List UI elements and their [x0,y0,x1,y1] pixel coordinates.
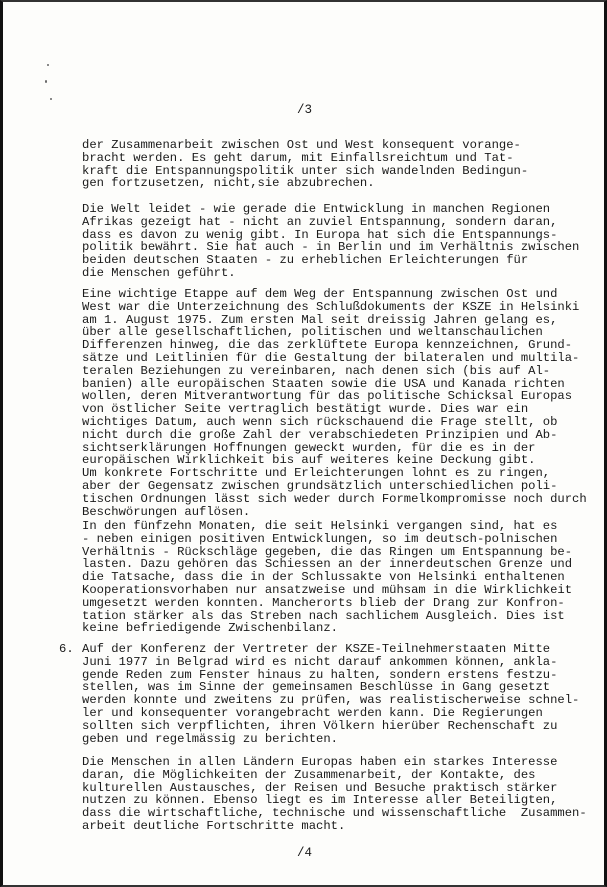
text-line: Die Welt leidet - wie gerade die Entwicklung in manchen Regionen [82,202,551,216]
text-line: arbeit deutliche Fortschritte macht. [82,818,346,833]
text-line: banien) alle europäischen Staaten sowie die USA und Kanada richten [82,376,565,391]
text-line: kraft die Entspannungspolitik unter sich wandelnden Bedingun- [82,163,529,178]
text-line: am 1. August 1975. Zum ersten Mal seit dreissig Jahren gelang es, [82,312,558,327]
text-line: werden konnte und zweitens zu prüfen, was realistischerweise schnel- [82,693,580,708]
text-line: gen fortzusetzen, nicht,sie abzubrechen. [82,176,375,191]
text-line: tation stärker als das Streben nach sachlichem Ausgleich. Dies ist [82,608,565,623]
text-line: tischen Ordnungen lässt sich weder durch Formelkompromisse noch durch [82,491,587,506]
text-line: lasten. Dazu gehören das Schiessen an der innerdeutschen Grenze und [82,557,573,572]
text-line: nicht durch die große Zahl der verabschiedeten Prinzipien und Ab- [82,427,558,442]
text-line: dass die wirtschaftliche, technische und wissenschaftliche Zusammen- [82,806,587,821]
text-line: West war die Unterzeichnung des Schlußdokuments der KSZE in Helsinki [82,299,580,314]
page-marker-top: /3 [297,103,313,117]
text-line: keine befriedigende Zwischenbilanz. [82,621,338,636]
text-line: gende Reden zum Fenster hinaus zu halten, sondern erstens festzu- [82,667,558,682]
text-line: kulturellen Austausches, der Reisen und Besuche praktisch stärker [82,780,558,795]
text-line: Verhältnis - Rückschläge gegeben, die das Ringen um Entspannung be- [82,544,573,559]
text-line: daran, die Möglichkeiten der Zusammenarbeit, der Kontakte, des [82,767,536,782]
text-line: sichtserklärungen Hoffnungen geweckt wurden, für die es in der [82,440,536,455]
text-line: - neben einigen positiven Entwicklungen, so im deutsch-polnischen [82,531,558,546]
paragraph [82,755,587,833]
text-line: Auf der Konferenz der Vertreter der KSZE-Teilnehmerstaaten Mitte [82,642,551,656]
text-line: Differenzen hinweg, die das zerklüftete Europa kennzeichnen, Grund- [82,338,573,353]
text-line: aber der Gegensatz zwischen grundsätzlich unterschiedlichen poli- [82,478,558,493]
paragraph [82,139,582,190]
text-line: beiden deutschen Staaten - zu erheblichen Erleichterungen für [82,253,529,268]
paragraph [82,520,582,635]
text-line: Kooperationsvorhaben nur ansatzweise und mühsam in die Wirklichkeit [82,582,573,597]
text-line: wichtiges Datum, auch wenn sich rückschauend die Frage stellt, ob [82,414,558,429]
text-line: bracht werden. Es geht darum, mit Einfallsreichtum und Tat- [82,150,514,165]
text-line: dass es davon zu wenig gibt. In Europa hat sich die Entspannungs- [82,227,558,242]
text-line: sätze und Leitlinien für die Gestaltung der bilateralen und multila- [82,350,580,365]
text-line: die Menschen geführt. [82,265,236,280]
text-line: europäischen Wirklichkeit bis auf weiteres keine Deckung gibt. [82,453,536,468]
text-line: In den fünfzehn Monaten, die seit Helsinki vergangen sind, hat es [82,519,558,533]
text-line: nutzen zu können. Ebenso liegt es im Interesse aller Beteiligten, [82,793,558,808]
text-line: umgesetzt werden konnten. Mancherorts blieb der Drang zur Konfron- [82,595,565,610]
text-line: stellen, was im Sinne der gemeinsamen Beschlüsse in Gang gesetzt [82,680,551,695]
paragraph [82,643,582,745]
text-line: geben und regelmässig zu berichten. [82,731,338,746]
page-marker-bottom: /4 [297,846,313,860]
text-line: die Tatsache, dass die in der Schlussakte von Helsinki enthaltenen [82,570,565,585]
text-line: Eine wichtige Etappe auf dem Weg der Entspannung zwischen Ost und [82,287,558,301]
paragraph [82,287,587,519]
text-line: von östlicher Seite vertraglich bestätigt wurde. Dies war ein [82,402,529,417]
text-line: wollen, deren Mitverantwortung für das politische Schicksal Europas [82,389,573,404]
text-line: teralen Beziehungen zu vereinbaren, nach denen sich (bis auf Al- [82,363,551,378]
text-line: politik bewährt. Sie hat auch - in Berlin und im Verhältnis zwischen [82,240,580,255]
text-line: Beschwörungen auflösen. [82,504,251,519]
paragraph [82,203,582,280]
text-line: Juni 1977 in Belgrad wird es nicht darauf ankommen können, ankla- [82,654,558,669]
text-line: Um konkrete Fortschritte und Erleichterungen lohnt es zu ringen, [82,466,551,481]
text-line: der Zusammenarbeit zwischen Ost und West konsequent vorange- [82,138,521,152]
text-line: sollten sich verpflichten, ihren Völkern hierüber Rechenschaft zu [82,718,558,733]
text-line: ler und konsequenter vorangebracht werden kann. Die Regierungen [82,705,543,720]
paragraph-number: 6. [59,642,74,656]
text-line: über alle gesellschaftlichen, politischen und weltanschaulichen [82,325,543,340]
text-line: Afrikas gezeigt hat - nicht an zuviel Entspannung, sondern daran, [82,214,558,229]
text-line: Die Menschen in allen Ländern Europas haben ein starkes Interesse [82,755,558,769]
